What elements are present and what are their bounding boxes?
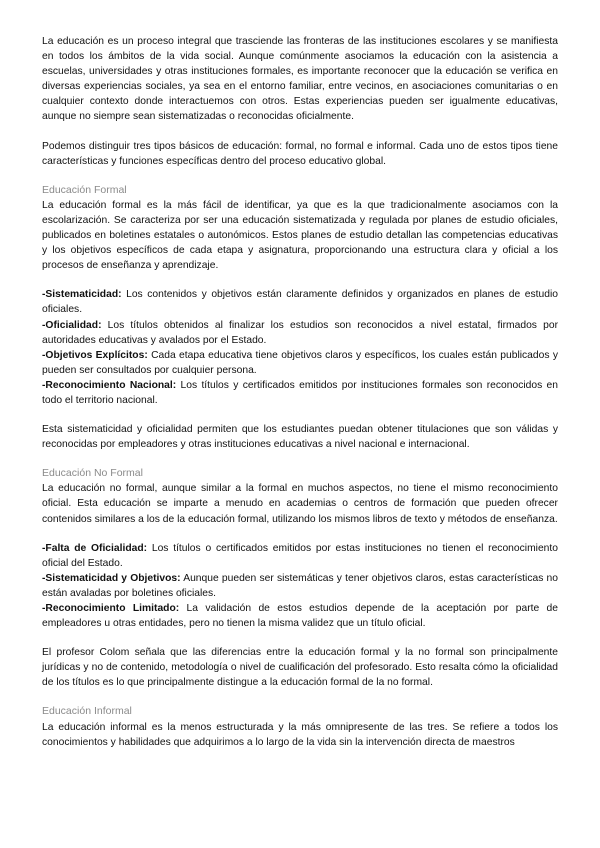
formal-item-text: Los títulos y certificados emitidos por instituciones formales son reconocidos en todo el territorio nacional. [42,379,559,406]
formal-item-term: -Oficialidad: [42,319,102,331]
noformal-list-item [42,601,558,631]
noformal-paragraph-1: La educación no formal, aunque similar a la formal en muchos aspectos, no tiene el mismo reconocimiento oficial. Esta educación se imparte a menudo en academias o centros de formación que pueden ofrecer contenidos similares a los de la educación formal, utilizando los mismos libros de texto y métodos de enseñanza. [42,483,558,525]
spacer [42,690,558,704]
formal-item-term: -Sistematicidad: [42,289,122,301]
noformal-item-term: -Falta de Oficialidad: [42,542,148,554]
intro-paragraph-2: Podemos distinguir tres tipos básicos de educación: formal, no formal e informal. Cada uno de estos tipos tiene características y funciones específicas dentro del proceso educativo global. [42,140,558,167]
formal-item-term: -Reconocimiento Nacional: [42,379,177,391]
formal-item-text: Los títulos obtenidos al finalizar los estudios son reconocidos a nivel estatal, firmados por autoridades educativas y avalados por el Estado. [42,319,558,346]
section-heading-noformal: Educación No Formal [42,467,143,480]
formal-item-text: Los contenidos y objetivos están claramente definidos y organizados en planes de estudio oficiales. [42,289,558,316]
spacer [42,408,558,422]
noformal-list-item [42,541,558,571]
formal-list-item [42,378,558,408]
formal-list-item [42,287,558,317]
formal-paragraph-1: La educación formal es la más fácil de identificar, ya que es la que tradicionalmente asociamos con la escolarización. Se caracteriza por ser una educación sistematizada y regulada por planes de estudio oficiales, publicados en boletines estatales o autonómicos. Estos planes de estudio detallan las competencias educativas y los objetivos específicos de cada etapa y asignatura, proporcionando una estructura clara y oficial a los procesos de enseñanza y aprendizaje. [42,199,558,272]
spacer [42,452,558,466]
spacer [42,125,558,139]
intro-paragraph-1: La educación es un proceso integral que trasciende las fronteras de las instituciones escolares y se manifiesta en todos los ámbitos de la vida social. Aunque comúnmente asociamos la educación con la asistencia a escuelas, universidades y otras instituciones formales, es importante reconocer que la educación se verifica en diversas experiencias sociales, ya sea en el entorno familiar, entre vecinos, en asociaciones comunitarias o en cualquier contexto donde interactuemos con otros. Estas experiencias pueden ser igualmente educativas, aunque no siempre sean sistematizadas o reconocidas oficialmente. [42,36,558,123]
noformal-item-text: Aunque pueden ser sistemáticas y tener objetivos claros, estas características no están avaladas por boletines oficiales. [42,572,558,599]
noformal-item-term: -Reconocimiento Limitado: [42,603,180,614]
formal-list-item [42,318,558,348]
formal-list-item [42,348,558,378]
spacer [42,527,558,541]
noformal-paragraph-2: El profesor Colom señala que las diferencias entre la educación formal y la no formal son principalmente jurídicas y no de contenido, metodología o nivel de cualificación del profesorado. Esto resalta cómo la oficialidad de los títulos es lo que principalmente distingue a la educación formal de la no formal. [42,647,558,689]
noformal-list-item [42,571,558,601]
formal-item-term: -Objetivos Explícitos: [42,349,148,361]
spacer [42,631,558,645]
noformal-item-text: Los títulos o certificados emitidos por estas instituciones no tienen el reconocimiento oficial del Estado. [42,542,558,569]
formal-paragraph-2: Esta sistematicidad y oficialidad permiten que los estudiantes puedan obtener titulaciones que son válidas y reconocidas por empleadores y otras instituciones educativas a nivel nacional e internacional. [42,424,558,451]
spacer [42,169,558,183]
noformal-item-term: -Sistematicidad y Objetivos: [42,572,181,584]
section-heading-informal: Educación Informal [42,705,132,718]
informal-paragraph-1: La educación informal es la menos estructurada y la más omnipresente de las tres. Se refiere a todos los conocimientos y habilidades que adquirimos a lo largo de la vida sin la intervención directa de maestros [42,721,558,748]
section-heading-formal: Educación Formal [42,183,127,196]
noformal-item-text: La validación de estos estudios depende de la aceptación por parte de empleadores u otras entidades, pero no tienen la misma validez que un título oficial. [42,603,558,630]
spacer [42,273,558,287]
formal-item-text: Cada etapa educativa tiene objetivos claros y específicos, los cuales están publicados y pueden ser consultados por cualquier persona. [42,349,558,376]
